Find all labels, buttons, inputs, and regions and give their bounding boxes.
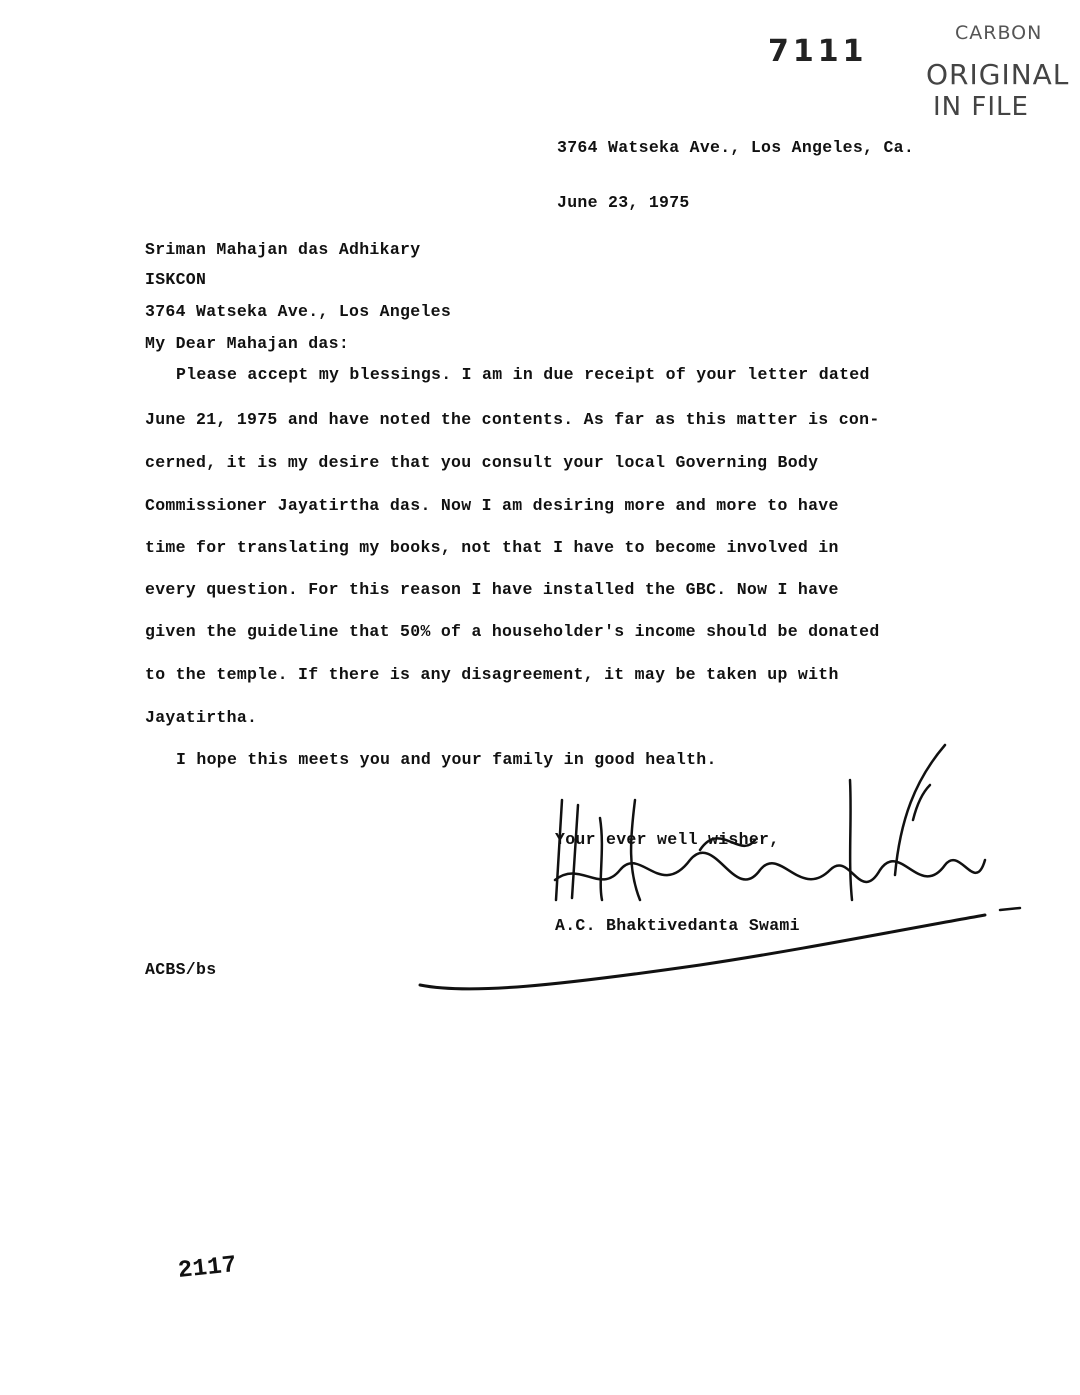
body-line: Commissioner Jayatirtha das. Now I am desiring more and more to have xyxy=(145,496,839,515)
signature-name: A.C. Bhaktivedanta Swami xyxy=(555,916,800,935)
file-mark: 7111 xyxy=(768,34,868,69)
body-line: to the temple. If there is any disagreement, it may be taken up with xyxy=(145,665,839,684)
typist-initials: ACBS/bs xyxy=(145,960,217,979)
body-line: time for translating my books, not that I have to become involved in xyxy=(145,538,839,557)
valediction: Your ever well wisher, xyxy=(555,830,780,849)
letter-date: June 23, 1975 xyxy=(557,193,690,212)
closing-line: I hope this meets you and your family in good health. xyxy=(176,750,717,769)
in-file-stamp: IN FILE xyxy=(933,92,1029,122)
page-note: 2117 xyxy=(176,1252,239,1285)
sender-address: 3764 Watseka Ave., Los Angeles, Ca. xyxy=(557,138,915,157)
body-line: Jayatirtha. xyxy=(145,708,258,727)
recipient-org: ISKCON xyxy=(145,270,207,289)
body-line: cerned, it is my desire that you consult your local Governing Body xyxy=(145,453,819,472)
body-line: Please accept my blessings. I am in due receipt of your letter dated xyxy=(176,365,870,384)
recipient-name: Sriman Mahajan das Adhikary xyxy=(145,240,421,259)
original-stamp: ORIGINAL xyxy=(926,58,1070,91)
salutation: My Dear Mahajan das: xyxy=(145,334,350,353)
body-line: June 21, 1975 and have noted the contents. As far as this matter is con- xyxy=(145,410,880,429)
recipient-address: 3764 Watseka Ave., Los Angeles xyxy=(145,302,452,321)
carbon-stamp: CARBON xyxy=(955,22,1043,44)
body-line: every question. For this reason I have installed the GBC. Now I have xyxy=(145,580,839,599)
body-line: given the guideline that 50% of a householder's income should be donated xyxy=(145,622,880,641)
